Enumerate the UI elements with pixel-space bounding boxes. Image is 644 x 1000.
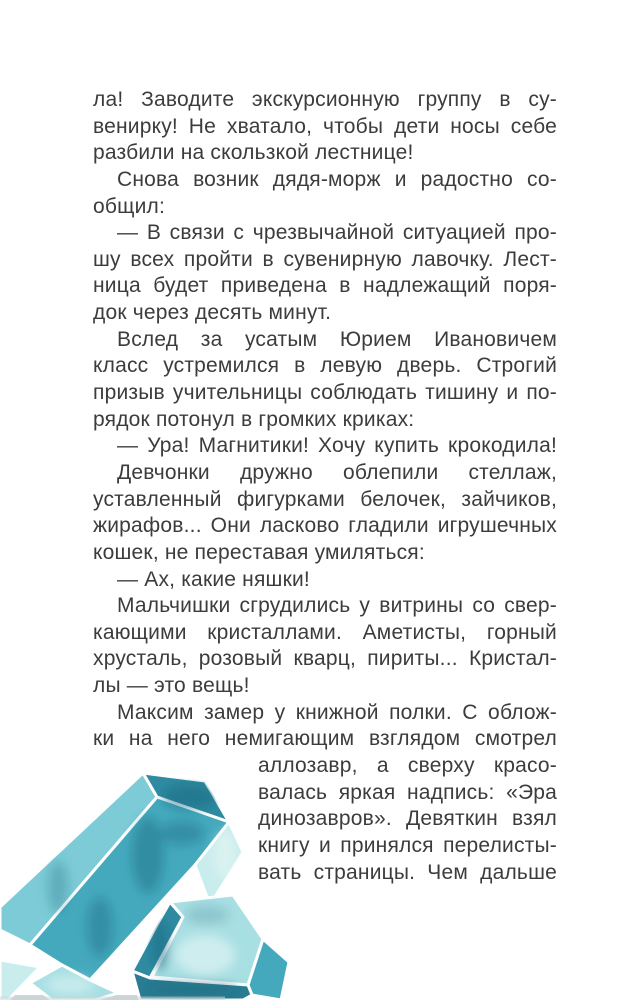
text-line: Мальчишки сгрудились у витрины со свер- (117, 594, 557, 618)
text-line: — Ах, какие няшки! (117, 567, 310, 591)
text-line: разбили на скользкой лестнице! (93, 141, 414, 165)
text-line: класс устремился в левую дверь. Строгий (93, 354, 557, 378)
text-line: Вслед за усатым Юрием Ивановичем (117, 327, 557, 351)
crystal-illustration (0, 755, 300, 1000)
text-line: ла! Заводите экскурсионную группу в су- (93, 88, 557, 111)
text-line: книгу и принялся перелисты- (258, 833, 557, 857)
text-line: призыв учительницы соблюдать тишину и по- (93, 381, 557, 405)
text-line: шу всех пройти в сувенирную лавочку. Лест- (93, 247, 557, 271)
text-line: Снова возник дядя-морж и радостно со- (117, 167, 557, 191)
text-line: Максим замер у книжной полки. С облож- (117, 700, 557, 724)
text-line: кающими кристаллами. Аметисты, горный (93, 620, 557, 644)
text-line: лы — это вещь! (93, 674, 250, 698)
text-line: уставленный фигурками белочек, зайчиков, (93, 487, 557, 511)
text-line: валась яркая надпись: «Эра (258, 780, 557, 804)
text-line: аллозавр, а сверху красо- (258, 754, 557, 778)
text-line: вать страницы. Чем дальше (258, 860, 557, 884)
text-line: жирафов... Они ласково гладили игрушечных (93, 514, 557, 538)
text-line: кошек, не переставая умиляться: (93, 540, 425, 564)
text-line: динозавров». Девяткин взял (258, 807, 557, 831)
text-line: ки на него немигающим взглядом смотрел (93, 727, 557, 751)
text-line: — Ура! Магнитики! Хочу купить крокодила! (117, 434, 557, 458)
text-line: ница будет приведена в надлежащий поря- (93, 274, 557, 298)
text-line: док через десять минут. (93, 301, 332, 325)
text-line: Девчонки дружно облепили стеллаж, (117, 460, 557, 484)
text-line: рядок потонул в громких криках: (93, 407, 415, 431)
text-line: — В связи с чрезвычайной ситуацией про- (117, 221, 557, 245)
text-line: хрусталь, розовый кварц, пириты... Кристал- (93, 647, 557, 671)
text-line: венирку! Не хватало, чтобы дети носы себе (93, 114, 557, 138)
text-line: общил: (93, 194, 166, 218)
